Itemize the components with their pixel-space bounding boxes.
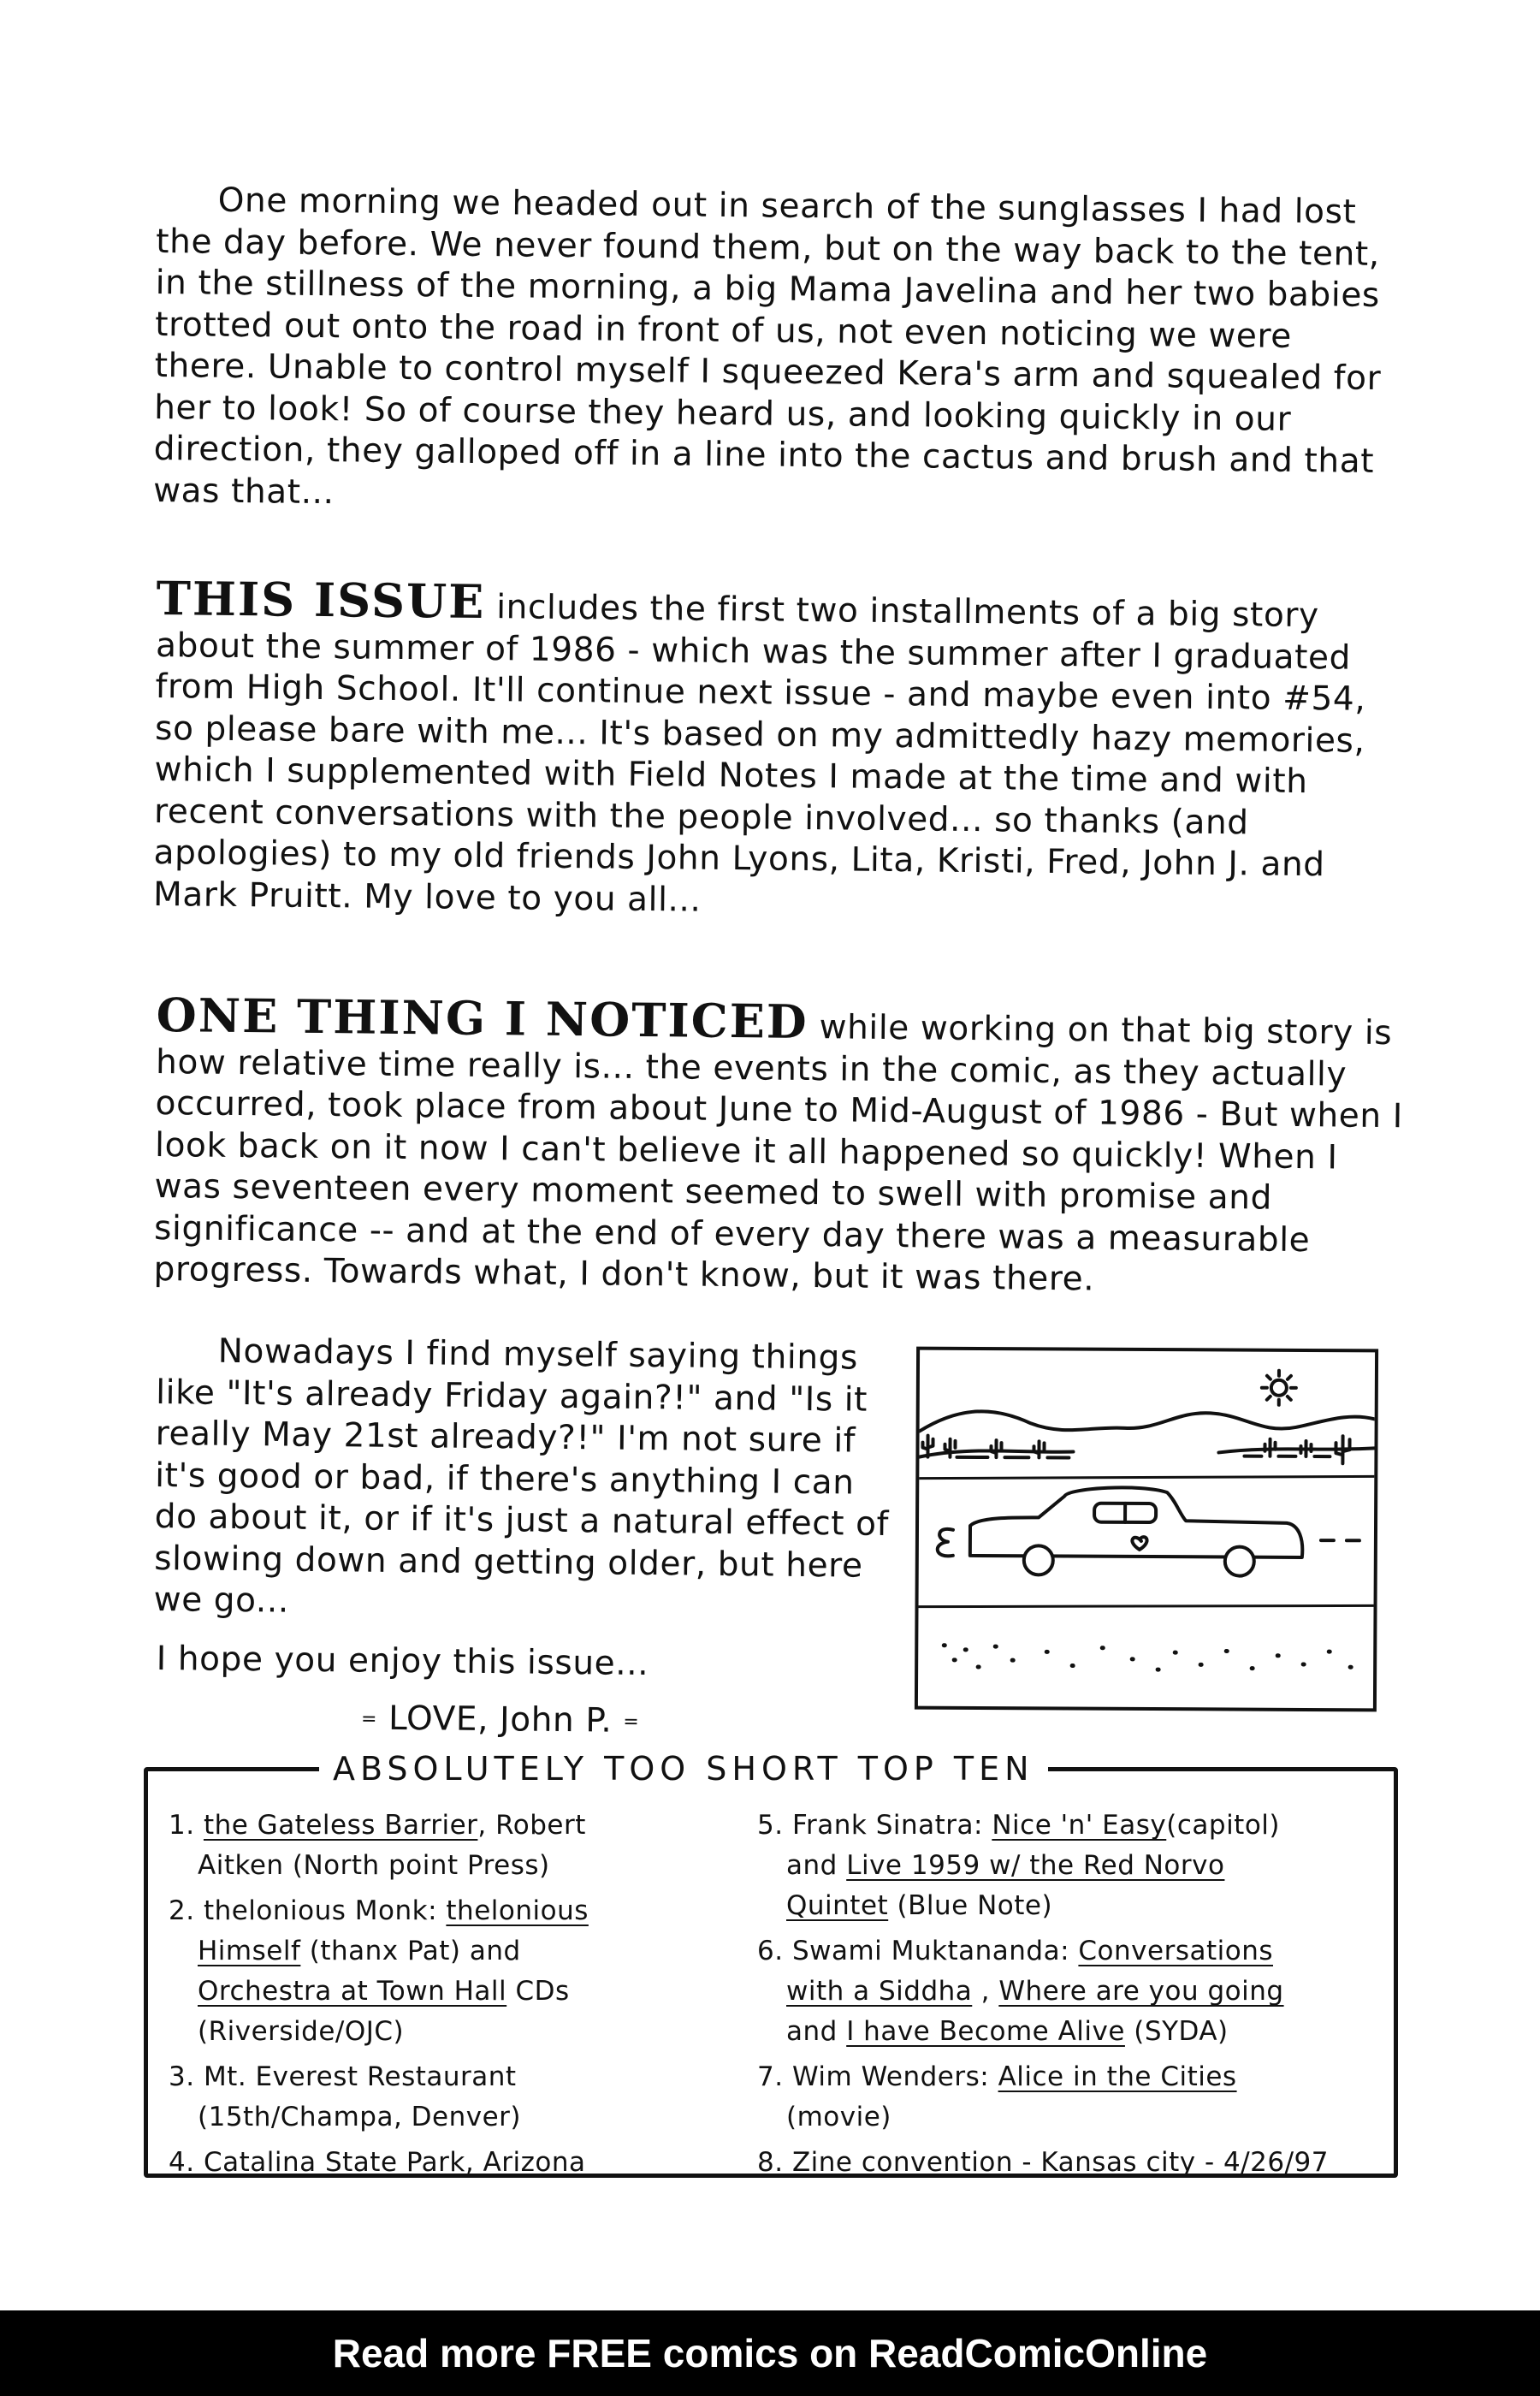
item-number: 3.: [169, 2061, 195, 2092]
sun-icon: [1262, 1371, 1296, 1405]
paragraph-text: One morning we headed out in search of the sunglasses I had lost the day before. We never found them, but on the way back to the tent, in the stillness of the morning, a big Mama Javelina and her two babies trotted out onto the road in front of us, not even noticing we were there. Unable to control myself I squeezed Kera's arm and squealed for her to look! So of course they heard us, and looking quickly in our direction, they galloped off in a line into the cactus and brush and that was that...: [152, 181, 1382, 512]
paragraph-text: includes the first two installments of a big story about the summer of 1986 - which was the summer after I graduated from High School. It'll continue next issue - and maybe even into #54, so please bare with me... It's based on my admittedly hazy memories, which I supplemented with Field Notes I made at the time and with recent conversations with the people involved... so thanks (and apologies) to my old friends John Lyons, Lita, Kristi, Fred, John J. and Mark Pruitt. My love to you all...: [152, 588, 1366, 920]
item-text: (movie): [786, 2102, 891, 2132]
heart-icon: [1132, 1537, 1146, 1550]
paragraph-text: while working on that big story is how relative time really is... the events in the comic, as they actually occurred, took place from about June to Mid-August of 1986 - But when I look back on it now I can't believe it all happened so quickly! When I was seventeen every moment seemed to swell with promise and significance -- and at the end of every day there was a measurable progress. Towards what, I don't know, but it was there.: [153, 1008, 1404, 1299]
item-title: the Gateless Barrier: [203, 1810, 478, 1841]
item-title: thelonious: [446, 1895, 589, 1926]
top-ten-title: ABSOLUTELY TOO SHORT TOP TEN: [319, 1747, 1048, 1790]
item-text: thelonious Monk:: [203, 1895, 447, 1926]
item-text: CDs: [506, 1976, 570, 2007]
paragraph-nowadays: [153, 1331, 901, 1629]
item-title: Orchestra at Town Hall: [198, 1976, 507, 2007]
item-text: Zine convention - Kansas city - 4/26/97: [791, 2147, 1329, 2178]
item-text: Frank Sinatra:: [791, 1810, 992, 1841]
item-text: Wim Wenders:: [791, 2061, 998, 2092]
top-ten-left-column: [169, 1806, 716, 2188]
footer-link-text[interactable]: Read more FREE comics on ReadComicOnline: [332, 2331, 1208, 2375]
top-ten-right-column: [757, 1806, 1373, 2188]
truck-icon: [970, 1486, 1303, 1575]
desert-truck-illustration: [918, 1350, 1375, 1709]
item-title: Alice in the Cities: [998, 2061, 1237, 2092]
lead-heading-this-issue: THIS ISSUE: [156, 571, 486, 630]
item-title: Conversations: [1078, 1936, 1274, 1966]
item-text: and: [786, 2016, 847, 2047]
list-item: [757, 2143, 1373, 2183]
item-title: Nice 'n' Easy: [992, 1810, 1167, 1841]
paragraph-text: Nowadays I find myself saying things like "It's already Friday again?!" and "Is it really May 21st already?!" I'm not sure if it's good or bad, if there's anything I can do about it, or if it's just a natural effect of slowing down and getting older, but here we go...: [153, 1331, 890, 1621]
dash-mark-icon: =: [623, 1711, 640, 1733]
item-title: I have Become Alive: [846, 2016, 1125, 2047]
item-title: Quintet: [786, 1890, 889, 1921]
top-ten-box: [144, 1750, 1398, 2178]
list-item: [169, 2057, 716, 2138]
paragraph-one-thing: [153, 987, 1406, 1304]
item-number: 8.: [757, 2147, 784, 2178]
item-text: , Robert: [477, 1810, 586, 1841]
truck-drawing: [915, 1347, 1378, 1712]
list-item: [169, 1891, 716, 2052]
paragraph-javelina: [153, 180, 1406, 525]
item-text: ,: [972, 1976, 999, 2007]
item-number: 7.: [757, 2061, 784, 2092]
closing-line: I hope you enjoy this issue...: [156, 1640, 649, 1684]
item-text: Mt. Everest Restaurant: [203, 2061, 517, 2092]
item-text: Aitken (North point Press): [198, 1850, 550, 1881]
item-text: Swami Muktananda:: [791, 1936, 1079, 1966]
paragraph-this-issue: [152, 571, 1406, 928]
exhaust-icon: [938, 1529, 953, 1557]
list-item: [169, 2143, 716, 2183]
item-title: Himself: [198, 1936, 301, 1966]
item-text: (Blue Note): [888, 1890, 1053, 1921]
item-number: 1.: [169, 1810, 195, 1841]
sign-off: [156, 1639, 901, 1745]
mountains-icon: [920, 1411, 1375, 1433]
item-text: (Riverside/OJC): [198, 2016, 405, 2047]
item-text: (thanx Pat) and: [300, 1936, 521, 1966]
item-title: with a Siddha: [786, 1976, 973, 2007]
dash-mark-icon: =: [360, 1708, 378, 1730]
list-item: [169, 1806, 716, 1886]
list-item: [757, 2057, 1373, 2138]
item-text: (capitol): [1166, 1810, 1281, 1841]
list-item: [757, 1931, 1373, 2052]
lead-heading-one-thing: ONE THING I NOTICED: [156, 987, 809, 1049]
item-text: Catalina State Park, Arizona: [203, 2147, 586, 2178]
signature: [361, 1698, 900, 1745]
item-title: Live 1959 w/ the Red Norvo: [846, 1850, 1225, 1881]
item-number: 4.: [169, 2147, 195, 2178]
item-text: and: [786, 1850, 847, 1881]
item-text: (SYDA): [1124, 2016, 1229, 2047]
list-item: [757, 1806, 1373, 1926]
dirt-dots: [944, 1646, 1351, 1670]
footer-banner[interactable]: [0, 2310, 1540, 2396]
item-number: 5.: [757, 1810, 784, 1841]
item-text: (15th/Champa, Denver): [198, 2102, 522, 2132]
signature-text: LOVE, John P.: [388, 1699, 613, 1741]
item-number: 2.: [169, 1895, 195, 1926]
item-number: 6.: [757, 1936, 784, 1966]
item-title: Where are you going: [998, 1976, 1284, 2007]
